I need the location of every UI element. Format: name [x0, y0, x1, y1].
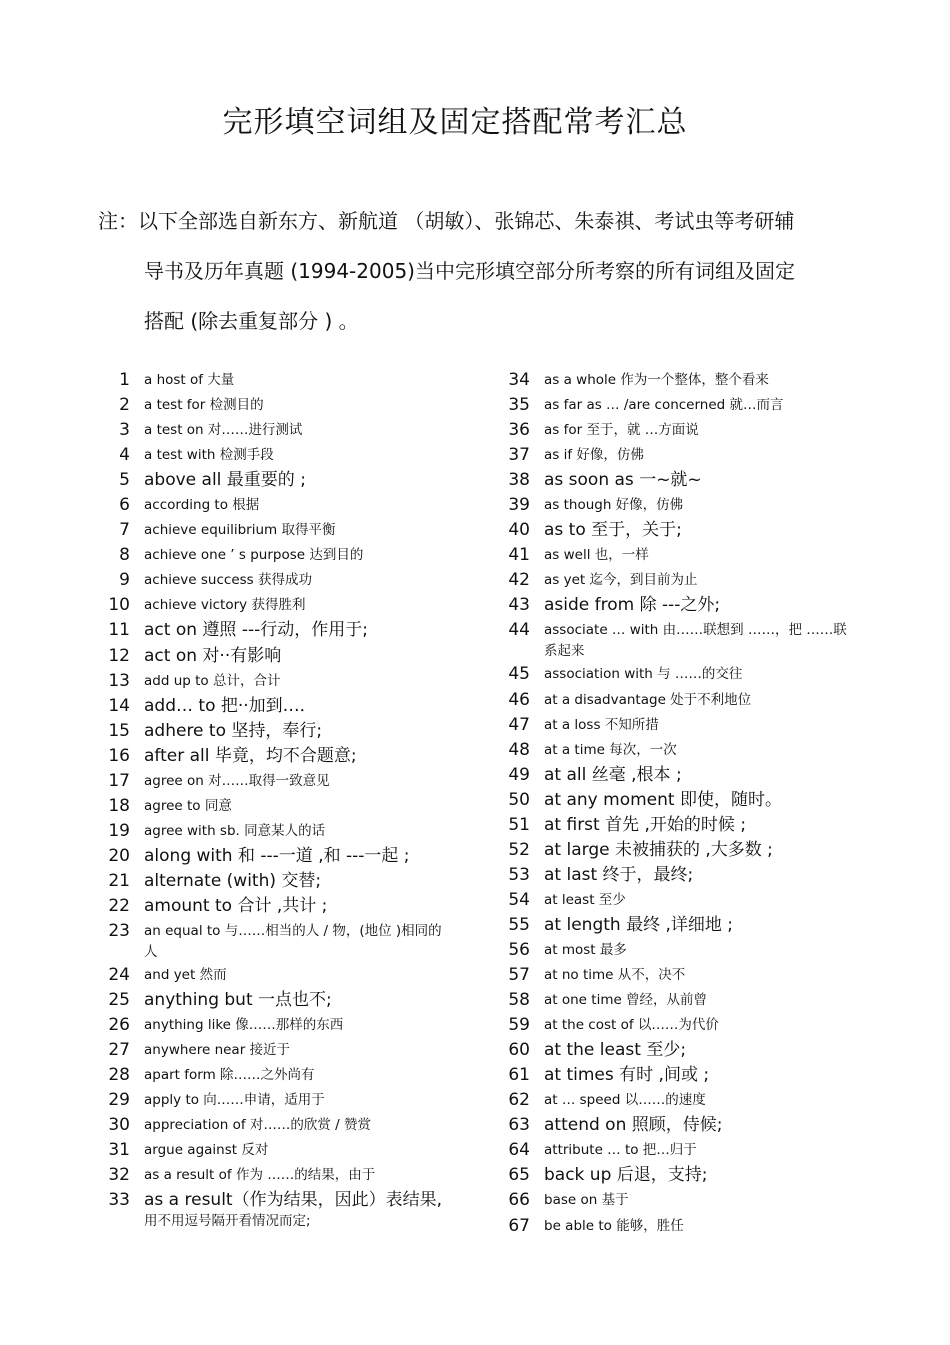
item-phrase: an equal to 与……相当的人 / 物，(地位 )相同的	[144, 923, 442, 940]
list-item	[100, 794, 470, 819]
list-item	[500, 713, 870, 738]
item-phrase: at length 最终 ,详细地 ;	[544, 914, 734, 935]
item-text	[544, 813, 870, 838]
item-text	[144, 869, 470, 894]
item-number: 21	[108, 870, 130, 891]
item-phrase: agree with sb. 同意某人的话	[144, 822, 326, 839]
note-paragraph	[98, 196, 858, 346]
item-text	[144, 919, 470, 963]
item-text-continued: 用不用逗号隔开看情况而定;	[144, 1213, 311, 1230]
item-text	[144, 368, 470, 393]
list-item	[500, 888, 870, 913]
item-number: 27	[108, 1040, 130, 1061]
item-text	[544, 443, 870, 468]
item-number: 2	[119, 395, 130, 416]
item-number: 16	[108, 745, 130, 766]
item-number: 36	[508, 420, 530, 441]
item-text	[544, 468, 870, 493]
list-item	[100, 894, 470, 919]
item-number: 51	[508, 814, 530, 835]
list-item	[100, 644, 470, 669]
item-number: 23	[108, 921, 130, 942]
item-text	[544, 593, 870, 618]
list-item	[100, 593, 470, 618]
list-item	[100, 568, 470, 593]
list-item	[500, 493, 870, 518]
list-item	[500, 468, 870, 493]
item-text	[544, 838, 870, 863]
item-phrase: adhere to 坚持，奉行;	[144, 720, 323, 741]
item-text	[144, 493, 470, 518]
list-item	[500, 618, 870, 662]
note-line-2: 导书及历年真题 (1994-2005)当中完形填空部分所考察的所有词组及固定	[144, 259, 795, 283]
item-number: 4	[119, 445, 130, 466]
item-number: 15	[108, 720, 130, 741]
item-phrase: a test with 检测手段	[144, 447, 274, 464]
item-number: 43	[508, 595, 530, 616]
item-number: 48	[508, 739, 530, 760]
item-number: 38	[508, 470, 530, 491]
item-number: 60	[508, 1040, 530, 1061]
item-phrase: associate … with 由……联想到 ……，把 ……联	[544, 622, 847, 639]
item-phrase: along with 和 ---一道 ,和 ---一起 ;	[144, 845, 410, 866]
item-number: 39	[508, 495, 530, 516]
list-item	[100, 844, 470, 869]
item-number: 12	[108, 645, 130, 666]
item-phrase: agree to 同意	[144, 797, 232, 814]
right-column	[500, 368, 870, 1239]
item-number: 54	[508, 889, 530, 910]
list-item	[100, 669, 470, 694]
item-text	[144, 1088, 470, 1113]
item-number: 31	[108, 1140, 130, 1161]
item-phrase: achieve success 获得成功	[144, 572, 312, 589]
item-number: 44	[508, 620, 530, 641]
item-phrase: apart form 除……之外尚有	[144, 1067, 315, 1084]
item-phrase: attribute … to 把…归于	[544, 1142, 697, 1159]
list-item	[500, 1214, 870, 1239]
list-item	[500, 963, 870, 988]
list-item	[100, 368, 470, 393]
item-phrase: at first 首先 ,开始的时候 ;	[544, 814, 747, 835]
item-number: 19	[108, 820, 130, 841]
item-phrase: as a result（作为结果，因此）表结果,	[144, 1190, 442, 1211]
list-item	[500, 1063, 870, 1088]
item-text	[544, 543, 870, 568]
item-text	[144, 988, 470, 1013]
list-item	[500, 688, 870, 713]
item-text	[544, 1088, 870, 1113]
item-number: 6	[119, 495, 130, 516]
item-number: 65	[508, 1165, 530, 1186]
list-item	[500, 418, 870, 443]
item-number: 66	[508, 1190, 530, 1211]
item-number: 9	[119, 570, 130, 591]
list-item	[100, 869, 470, 894]
item-number: 32	[108, 1165, 130, 1186]
item-number: 22	[108, 895, 130, 916]
item-number: 24	[108, 965, 130, 986]
list-item	[500, 813, 870, 838]
list-item	[100, 493, 470, 518]
item-text	[544, 368, 870, 393]
item-number: 8	[119, 545, 130, 566]
list-item	[500, 1113, 870, 1138]
list-item	[500, 543, 870, 568]
item-text	[544, 1063, 870, 1088]
item-phrase: add up to 总计，合计	[144, 672, 281, 689]
item-text	[544, 1188, 870, 1213]
item-number: 30	[108, 1115, 130, 1136]
item-text	[544, 788, 870, 813]
item-number: 13	[108, 670, 130, 691]
list-item	[100, 1013, 470, 1038]
item-number: 18	[108, 795, 130, 816]
item-text	[144, 669, 470, 694]
item-phrase: at last 终于，最终;	[544, 864, 694, 885]
item-number: 14	[108, 695, 130, 716]
item-text	[144, 1163, 470, 1188]
list-item	[100, 468, 470, 493]
item-text	[144, 518, 470, 543]
list-item	[500, 738, 870, 763]
note-line-1: 注：以下全部选自新东方、新航道 （胡敏）、张锦芯、朱泰祺、考试虫等考研辅	[98, 209, 795, 233]
item-text	[144, 1038, 470, 1063]
list-item	[100, 443, 470, 468]
item-number: 33	[108, 1190, 130, 1211]
item-phrase: at … speed 以……的速度	[544, 1092, 706, 1109]
item-number: 28	[108, 1065, 130, 1086]
item-phrase: at most 最多	[544, 941, 627, 958]
list-item	[500, 368, 870, 393]
list-item	[500, 938, 870, 963]
item-number: 26	[108, 1015, 130, 1036]
item-text	[144, 1013, 470, 1038]
item-text	[144, 468, 470, 493]
item-number: 59	[508, 1015, 530, 1036]
item-number: 64	[508, 1140, 530, 1161]
list-item	[100, 919, 470, 963]
item-phrase: at a time 每次，一次	[544, 741, 677, 758]
item-phrase: at one time 曾经，从前曾	[544, 992, 708, 1009]
item-phrase: as to 至于，关于;	[544, 520, 682, 541]
list-item	[100, 819, 470, 844]
item-number: 61	[508, 1065, 530, 1086]
list-item	[500, 838, 870, 863]
list-item	[100, 963, 470, 988]
list-item	[500, 1188, 870, 1213]
item-text-continued: 系起来	[544, 643, 585, 660]
item-number: 45	[508, 664, 530, 685]
item-text	[144, 543, 470, 568]
list-item	[100, 719, 470, 744]
item-phrase: be able to 能够，胜任	[544, 1217, 684, 1234]
item-text	[544, 418, 870, 443]
item-phrase: as if 好像，仿佛	[544, 447, 644, 464]
item-number: 20	[108, 845, 130, 866]
item-number: 3	[119, 420, 130, 441]
left-column	[100, 368, 470, 1232]
item-number: 42	[508, 570, 530, 591]
item-text	[144, 443, 470, 468]
item-number: 17	[108, 770, 130, 791]
note-line-3: 搭配 (除去重复部分 ) 。	[144, 309, 359, 333]
item-phrase: act on 遵照 ---行动，作用于;	[144, 620, 368, 641]
list-item	[100, 988, 470, 1013]
item-text	[544, 1214, 870, 1239]
item-text	[544, 938, 870, 963]
item-number: 62	[508, 1090, 530, 1111]
item-phrase: aside from 除 ---之外;	[544, 595, 721, 616]
item-phrase: achieve one ’ s purpose 达到目的	[144, 547, 364, 564]
item-phrase: a host of 大量	[144, 372, 235, 388]
item-phrase: as for 至于，就 …方面说	[544, 422, 699, 439]
item-text	[544, 568, 870, 593]
item-phrase: after all 毕竟，均不合题意;	[144, 745, 357, 766]
item-text	[544, 888, 870, 913]
list-item	[500, 1088, 870, 1113]
list-item	[500, 1138, 870, 1163]
item-number: 67	[508, 1215, 530, 1236]
item-phrase: apply to 向……申请，适用于	[144, 1092, 325, 1109]
item-text	[544, 1163, 870, 1188]
list-item	[100, 393, 470, 418]
list-item	[100, 1138, 470, 1163]
item-number: 53	[508, 864, 530, 885]
item-number: 7	[119, 520, 130, 541]
list-item	[100, 1038, 470, 1063]
list-item	[100, 418, 470, 443]
item-phrase: at any moment 即使，随时。	[544, 789, 782, 810]
list-item	[100, 744, 470, 769]
item-text	[144, 1113, 470, 1138]
item-phrase: act on 对··有影响	[144, 645, 282, 666]
list-item	[500, 763, 870, 788]
list-item	[100, 618, 470, 643]
item-text	[144, 568, 470, 593]
item-text	[144, 418, 470, 443]
item-number: 10	[108, 595, 130, 616]
item-phrase: at a disadvantage 处于不利地位	[544, 691, 752, 708]
list-item	[500, 443, 870, 468]
item-phrase: anything but 一点也不;	[144, 990, 332, 1011]
item-number: 37	[508, 445, 530, 466]
item-text	[544, 1038, 870, 1063]
item-phrase: as a result of 作为 ……的结果，由于	[144, 1167, 376, 1184]
item-phrase: at all 丝毫 ,根本 ;	[544, 764, 682, 785]
list-item	[100, 1163, 470, 1188]
item-phrase: amount to 合计 ,共计 ;	[144, 895, 328, 916]
item-phrase: at no time 从不，决不	[544, 967, 686, 984]
list-item	[100, 1113, 470, 1138]
item-text	[144, 1138, 470, 1163]
item-text	[144, 1188, 470, 1232]
item-number: 29	[108, 1090, 130, 1111]
list-item	[500, 1013, 870, 1038]
item-phrase: as yet 迄今，到目前为止	[544, 572, 698, 589]
item-number: 52	[508, 839, 530, 860]
item-text	[544, 963, 870, 988]
item-phrase: as soon as 一~就~	[544, 470, 702, 491]
item-text	[144, 894, 470, 919]
item-number: 34	[508, 370, 530, 390]
list-item	[500, 568, 870, 593]
item-phrase: as though 好像，仿佛	[544, 497, 684, 514]
item-phrase: attend on 照顾，侍候;	[544, 1115, 723, 1136]
item-phrase: a test on 对……进行测试	[144, 422, 303, 439]
item-text	[144, 618, 470, 643]
item-phrase: anything like 像……那样的东西	[144, 1017, 344, 1034]
list-item	[500, 1038, 870, 1063]
item-text	[544, 493, 870, 518]
item-number: 58	[508, 990, 530, 1011]
item-phrase: according to 根据	[144, 497, 260, 514]
item-phrase: as far as … /are concerned 就…而言	[544, 397, 784, 414]
item-number: 1	[119, 370, 130, 390]
list-item	[500, 788, 870, 813]
item-text	[544, 1113, 870, 1138]
item-number: 47	[508, 714, 530, 735]
item-text	[544, 913, 870, 938]
list-item	[100, 518, 470, 543]
item-text	[544, 662, 870, 687]
item-phrase: and yet 然而	[144, 967, 227, 984]
item-text	[144, 844, 470, 869]
list-item	[100, 769, 470, 794]
item-phrase: above all 最重要的 ;	[144, 470, 306, 491]
page-title: 完形填空词组及固定搭配常考汇总	[222, 105, 688, 140]
item-text	[544, 738, 870, 763]
item-phrase: achieve equilibrium 取得平衡	[144, 522, 336, 539]
list-item	[100, 1063, 470, 1088]
item-number: 40	[508, 520, 530, 541]
list-item	[100, 543, 470, 568]
list-item	[500, 593, 870, 618]
item-text	[144, 719, 470, 744]
item-text	[544, 393, 870, 418]
item-phrase: alternate (with) 交替;	[144, 870, 322, 891]
item-phrase: a test for 检测目的	[144, 397, 264, 414]
list-item	[500, 518, 870, 543]
item-text	[144, 769, 470, 794]
item-number: 41	[508, 545, 530, 566]
item-text	[144, 393, 470, 418]
item-number: 63	[508, 1115, 530, 1136]
list-item	[100, 1088, 470, 1113]
item-number: 46	[508, 689, 530, 710]
item-number: 56	[508, 939, 530, 960]
list-item	[500, 1163, 870, 1188]
item-text	[544, 688, 870, 713]
item-text	[144, 694, 470, 719]
item-number: 25	[108, 990, 130, 1011]
item-text	[144, 794, 470, 819]
list-item	[100, 694, 470, 719]
item-phrase: at a loss 不知所措	[544, 716, 659, 733]
item-phrase: as a whole 作为一个整体，整个看来	[544, 372, 769, 388]
item-phrase: at large 未被捕获的 ,大多数 ;	[544, 839, 773, 860]
item-text	[144, 593, 470, 618]
item-phrase: as well 也，一样	[544, 547, 649, 564]
list-item	[500, 393, 870, 418]
item-number: 55	[508, 914, 530, 935]
item-text	[544, 713, 870, 738]
item-phrase: at least 至少	[544, 891, 626, 908]
item-number: 35	[508, 395, 530, 416]
item-phrase: at the cost of 以……为代价	[544, 1017, 719, 1034]
item-phrase: base on 基于	[544, 1192, 629, 1209]
item-phrase: at times 有时 ,间或 ;	[544, 1065, 710, 1086]
item-text	[144, 644, 470, 669]
item-text	[144, 1063, 470, 1088]
item-text-continued: 人	[144, 944, 158, 961]
item-phrase: anywhere near 接近于	[144, 1042, 291, 1059]
item-number: 57	[508, 965, 530, 986]
item-phrase: argue against 反对	[144, 1142, 269, 1159]
item-text	[144, 963, 470, 988]
item-number: 50	[508, 789, 530, 810]
item-number: 5	[119, 470, 130, 491]
item-phrase: add… to 把··加到…．	[144, 695, 317, 716]
item-phrase: at the least 至少;	[544, 1040, 687, 1061]
list-item	[100, 1188, 470, 1232]
item-text	[544, 618, 870, 662]
item-text	[544, 763, 870, 788]
item-text	[544, 518, 870, 543]
item-phrase: back up 后退，支持;	[544, 1165, 708, 1186]
list-item	[500, 913, 870, 938]
item-phrase: appreciation of 对……的欣赏 / 赞赏	[144, 1117, 372, 1134]
list-item	[500, 662, 870, 687]
item-phrase: achieve victory 获得胜利	[144, 597, 306, 614]
item-text	[144, 744, 470, 769]
item-text	[544, 1138, 870, 1163]
item-text	[544, 988, 870, 1013]
item-text	[544, 863, 870, 888]
list-item	[500, 863, 870, 888]
item-number: 11	[108, 620, 130, 641]
item-phrase: agree on 对……取得一致意见	[144, 772, 330, 789]
item-phrase: association with 与 ……的交往	[544, 666, 743, 683]
item-text	[544, 1013, 870, 1038]
item-number: 49	[508, 764, 530, 785]
list-item	[500, 988, 870, 1013]
item-text	[144, 819, 470, 844]
